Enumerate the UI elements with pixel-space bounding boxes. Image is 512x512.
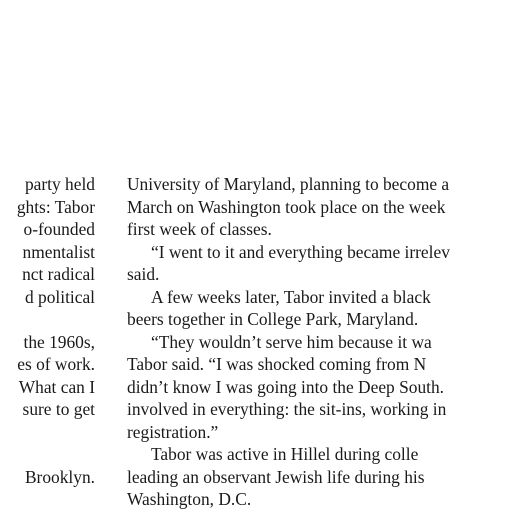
right-column-text: [127, 173, 512, 511]
text-line: leading an observant Jewish life during his: [127, 466, 425, 487]
text-line: Washington, D.C.: [127, 489, 252, 509]
text-line: What can I: [18, 376, 95, 397]
text-line: o-founded: [23, 219, 95, 239]
text-line: said.: [127, 264, 160, 284]
text-line: party held: [24, 174, 95, 194]
text-line: March on Washington took place on the week: [127, 196, 446, 217]
text-line: involved in everything: the sit-ins, working in: [127, 399, 447, 419]
text-line: A few weeks later, Tabor invited a black: [151, 286, 431, 307]
text-line: Tabor was active in Hillel during colle: [151, 444, 419, 464]
text-line: ghts: Tabor: [16, 196, 95, 217]
text-line: nmentalist: [22, 241, 95, 262]
text-line: Tabor said. “I was shocked coming from N: [127, 354, 427, 374]
text-line: University of Maryland, planning to become a: [127, 174, 450, 194]
text-line: beers together in College Park, Maryland.: [127, 309, 419, 329]
text-line: the 1960s,: [23, 331, 95, 352]
text-line: “They wouldn’t serve him because it wa: [151, 331, 432, 352]
blank-line: [0, 308, 95, 331]
blank-line: [0, 443, 95, 466]
text-line: first week of classes.: [127, 219, 272, 239]
text-line: “I went to it and everything became irrelev: [151, 241, 450, 262]
text-line: sure to get: [22, 399, 95, 419]
text-line: Brooklyn.: [24, 466, 95, 487]
blank-line: [0, 421, 95, 444]
text-line: didn’t know I was going into the Deep South.: [127, 376, 445, 397]
text-line: registration.”: [127, 421, 219, 442]
text-line: es of work.: [17, 354, 95, 374]
text-line: d political: [24, 286, 95, 307]
left-column-text: [0, 173, 95, 488]
text-line: nct radical: [22, 264, 95, 284]
